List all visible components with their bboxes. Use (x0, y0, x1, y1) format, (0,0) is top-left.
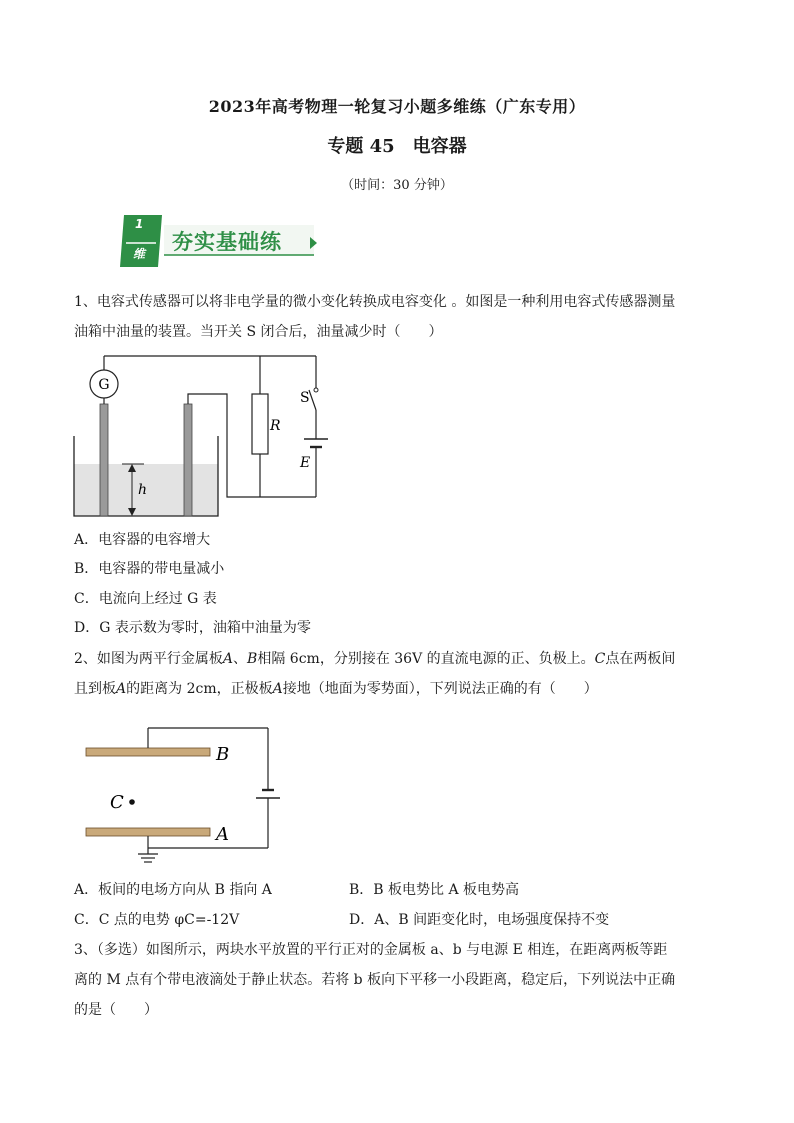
switch-blade (309, 390, 316, 410)
option-text: B 板电势比 A 板电势高 (373, 882, 520, 898)
q1-option-a[interactable] (74, 530, 210, 550)
option-letter: D． (349, 912, 375, 928)
q3-stem-line3: 的是（ ） (74, 1002, 158, 1018)
plate-A (86, 828, 210, 836)
option-letter: B． (349, 882, 374, 898)
time-limit: （时间：30 分钟） (341, 178, 453, 193)
topic-prefix: 专题 45 (327, 136, 395, 157)
q2-option-b[interactable] (349, 880, 519, 900)
option-letter: A． (74, 882, 99, 898)
document-title: 2023年高考物理一轮复习小题多维练（广东专用） (208, 97, 586, 116)
ground-icon (138, 854, 158, 862)
label-A: A (216, 824, 229, 845)
point-C (129, 799, 135, 805)
q3-stem-line2: 离的 M 点有个带电液滴处于静止状态。若将 b 板向下平移一小段距离，稳定后，下列说法中正确 (74, 972, 676, 988)
option-letter: C． (74, 912, 99, 928)
q1-stem-line1: 1、电容式传感器可以将非电学量的微小变化转换成电容变化 。如图是一种利用电容式传感器测量 (74, 294, 676, 310)
q2-stem-line1: 2、如图为两平行金属板A、B相隔 6cm，分别接在 36V 的直流电源的正、负极上。C点在两板间 (74, 651, 676, 667)
label-h: h (138, 482, 148, 498)
q2-figure (80, 722, 290, 868)
option-letter: B． (74, 561, 99, 577)
label-C: C (110, 792, 124, 813)
option-text: 电容器的电容增大 (98, 532, 211, 548)
section-banner (120, 213, 320, 269)
capacitor-plate-left (100, 404, 108, 516)
option-letter: A． (74, 532, 99, 548)
topic-title (0, 132, 794, 158)
option-text: 电容器的带电量减小 (98, 561, 225, 577)
q1-option-c[interactable] (74, 589, 217, 609)
label-B: B (216, 744, 230, 765)
q2-option-a[interactable] (74, 880, 272, 900)
q1-option-b[interactable] (74, 559, 224, 579)
q2-stem-line2: 且到板A的距离为 2cm，正极板A接地（地面为零势面），下列说法正确的有（ ） (74, 681, 598, 697)
q1-stem-line2: 油箱中油量的装置。当开关 S 闭合后，油量减少时（ ） (74, 324, 443, 340)
banner-badge-number: 1 (135, 217, 144, 231)
label-E: E (300, 455, 311, 471)
option-text: C 点的电势 φC=-12V (98, 912, 240, 928)
q3-stem (74, 935, 724, 1025)
option-text: G 表示数为零时，油箱中油量为零 (99, 620, 311, 636)
option-letter: C． (74, 591, 99, 607)
q2-option-d[interactable] (349, 910, 609, 930)
q2-option-c[interactable] (74, 910, 239, 930)
resistor (252, 394, 268, 454)
q2-stem (74, 644, 724, 704)
option-text: 板间的电场方向从 B 指向 A (98, 882, 272, 898)
q3-stem-line1: 3、（多选）如图所示，两块水平放置的平行正对的金属板 a、b 与电源 E 相连，在距离两板等距 (74, 942, 668, 958)
capacitor-plate-right (184, 404, 192, 516)
banner-badge-text: 维 (133, 247, 146, 261)
option-text: A、B 间距变化时，电场强度保持不变 (374, 912, 610, 928)
banner-label: 夯实基础练 (172, 230, 282, 254)
q1-option-d[interactable] (74, 618, 311, 638)
q1-figure (70, 352, 340, 520)
option-letter: D． (74, 620, 100, 636)
q1-stem (74, 287, 724, 347)
label-R: R (270, 418, 281, 434)
topic-name: 电容器 (412, 136, 467, 157)
plate-B (86, 748, 210, 756)
option-text: 电流向上经过 G 表 (98, 591, 217, 607)
label-S: S (300, 390, 310, 406)
label-G: G (98, 377, 110, 393)
